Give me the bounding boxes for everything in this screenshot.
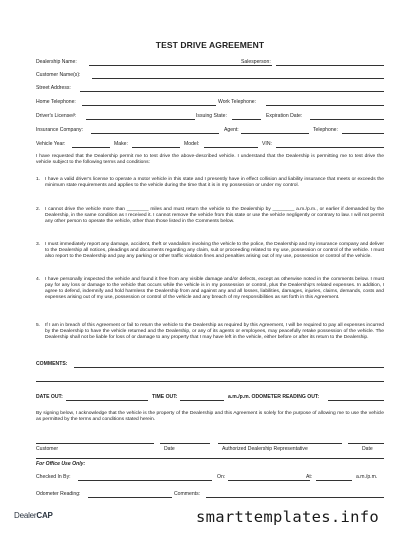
customer-date-label: Date [164,446,175,452]
model-label: Model: [184,141,200,147]
intro-paragraph: I have requested that the Dealership permit me to test drive the above-described vehicle. I understand that the Dealership is permitting me to test drive the vehicle subject to the following terms and conditions: [36,154,384,165]
drivers-license-label: Driver's License#: [36,113,77,119]
vehicle-year-field[interactable] [72,147,110,148]
telephone-row [36,98,384,107]
signature-labels [36,445,384,454]
comments-field[interactable] [74,367,384,368]
term-number: 2. [36,207,41,212]
rep-date-label: Date [362,446,373,452]
insurance-company-label: Insurance Company: [36,127,84,133]
date-out-label: DATE OUT: [36,394,63,400]
insurance-company-field[interactable] [91,133,219,134]
home-telephone-field[interactable] [82,105,216,106]
street-address-field[interactable] [80,91,384,92]
checked-in-by-field[interactable] [78,480,212,481]
odometer-row [36,490,384,499]
comments-row [36,360,384,369]
term-number: 4. [36,277,41,282]
telephone-field[interactable] [342,133,384,134]
time-out-label: TIME OUT: [152,394,178,400]
salesperson-label: Salesperson: [241,59,271,65]
document-title: TEST DRIVE AGREEMENT [155,40,265,50]
issuing-state-label: Issuing State: [196,113,227,119]
watermark-text: smarttemplates.info [196,508,380,526]
telephone-label: Telephone: [313,127,338,133]
customer-names-label: Customer Name(s): [36,72,81,78]
logo-cap-text: CAP [36,511,53,520]
term-text: I cannot drive the vehicle more than ________ miles and must return the vehicle to the Dealership by ________ a.m./p.m., or earlier if demanded by the Dealership, in the same condition as I received it. I cannot remove the vehicle from this state or use the vehicle negligently or contrary to law. I will not permit any other person to operate the vehicle, other than those listed in the Comments below. [45,207,384,224]
expiration-date-field[interactable] [310,119,384,120]
on-label: On: [217,474,226,480]
office-use-heading: For Office Use Only: [36,461,86,467]
make-label: Make: [114,141,128,147]
home-telephone-label: Home Telephone: [36,99,76,105]
make-field[interactable] [132,147,180,148]
office-heading-row [36,460,384,469]
term-text: If I am in breach of this Agreement or fail to return the vehicle to the Dealership as required by this Agreement, I will be required to pay all expenses incurred by the Dealership to have the vehicle returned and the Dealership, or any of its agents or employees, may peacefully retake possession of the vehicle. The Dealership shall not be liable for loss of or damage to any property that I may have left in the vehicle, either before or after its return to the Dealership. [45,323,384,340]
office-comments-field[interactable] [206,497,384,498]
checked-in-by-label: Checked In By: [36,474,71,480]
salesperson-field[interactable] [276,65,384,66]
dealercap-logo [14,511,53,520]
rep-date-line[interactable] [348,443,384,444]
vehicle-year-label: Vehicle Year: [36,141,66,147]
issuing-state-field[interactable] [232,119,261,120]
customer-date-line[interactable] [160,443,210,444]
date-out-row [36,393,384,402]
rep-signature-line[interactable] [218,443,342,444]
expiration-date-label: Expiration Date: [266,113,303,119]
street-address-row [36,84,384,93]
vin-field[interactable] [276,147,384,148]
odometer-reading-field[interactable] [88,497,172,498]
customer-signature-line[interactable] [36,443,154,444]
term-text: I must immediately report any damage, accident, theft or vandalism involving the vehicle to the police, the Dealership and my insurance company and deliver to the Dealership all notices, pleadings and documents regarding any claim, suit or proceeding related to my use, possession or control of the vehicle. I must also report to the Dealership and pay any parking or other traffic violation fines and penalties arising out of my use, possession or control of the vehicle. [45,242,384,259]
office-comments-label: Comments: [174,491,201,497]
term-number: 5. [36,323,41,328]
at-field[interactable] [316,480,352,481]
dealership-row [36,58,384,67]
term-text: I have a valid driver's license to operate a motor vehicle in this state and I presently have in effect collision and liability insurance that meets or exceeds the minimum state requirements and applies to the vehicle during the time that it is in my possession or under my control. [45,177,384,188]
agent-label: Agent: [224,127,239,133]
at-label: At: [306,474,313,480]
agent-field[interactable] [241,133,309,134]
vehicle-row [36,140,384,149]
odometer-out-label: a.m./p.m. ODOMETER READING OUT: [228,394,320,400]
odometer-reading-label: Odometer Reading: [36,491,81,497]
work-telephone-label: Work Telephone: [218,99,257,105]
term-number: 1. [36,177,41,182]
term-text: I have personally inspected the vehicle and found it free from any visible damage and/or defects, except as otherwise noted in the comments below. I must pay for any loss or damage to the vehicle that occurs while the vehicle is in my possession or control, plus the Dealership's related expenses. In addition, I agree to defend, indemnify and hold harmless the Dealership from and against any and all losses, liabilities, damages, injuries, claims, demands, costs and expenses arising out of my use, possession or control of the vehicle and any breach of my responsibilities as set forth in this Agreement. [45,277,384,300]
acknowledgment-paragraph: By signing below, I acknowledge that the vehicle is the property of the Dealership and this Agreement is solely for the purpose of allowing me to use the vehicle as permitted by the terms and conditions stated herein. [36,411,384,422]
dealership-name-label: Dealership Name: [36,59,77,65]
customer-signature-label: Customer [36,446,59,452]
rep-signature-label: Authorized Dealership Representative [222,446,308,452]
customer-names-row [36,71,384,80]
term-number: 3. [36,242,41,247]
vin-label: VIN: [262,141,272,147]
time-out-field[interactable] [180,400,224,401]
model-field[interactable] [204,147,258,148]
date-out-field[interactable] [66,400,148,401]
customer-names-field[interactable] [92,78,384,79]
drivers-license-field[interactable] [86,119,195,120]
insurance-row [36,126,384,135]
license-row [36,112,384,121]
odometer-out-field[interactable] [328,400,384,401]
ampm-label: a.m./p.m. [356,474,378,480]
logo-dealer-text: Dealer [14,511,37,520]
comments-line-2[interactable] [36,381,384,382]
office-divider [36,458,384,459]
work-telephone-field[interactable] [266,105,384,106]
checked-in-row [36,473,384,482]
on-field[interactable] [228,480,310,481]
comments-label: COMMENTS: [36,361,68,367]
street-address-label: Street Address: [36,85,71,91]
